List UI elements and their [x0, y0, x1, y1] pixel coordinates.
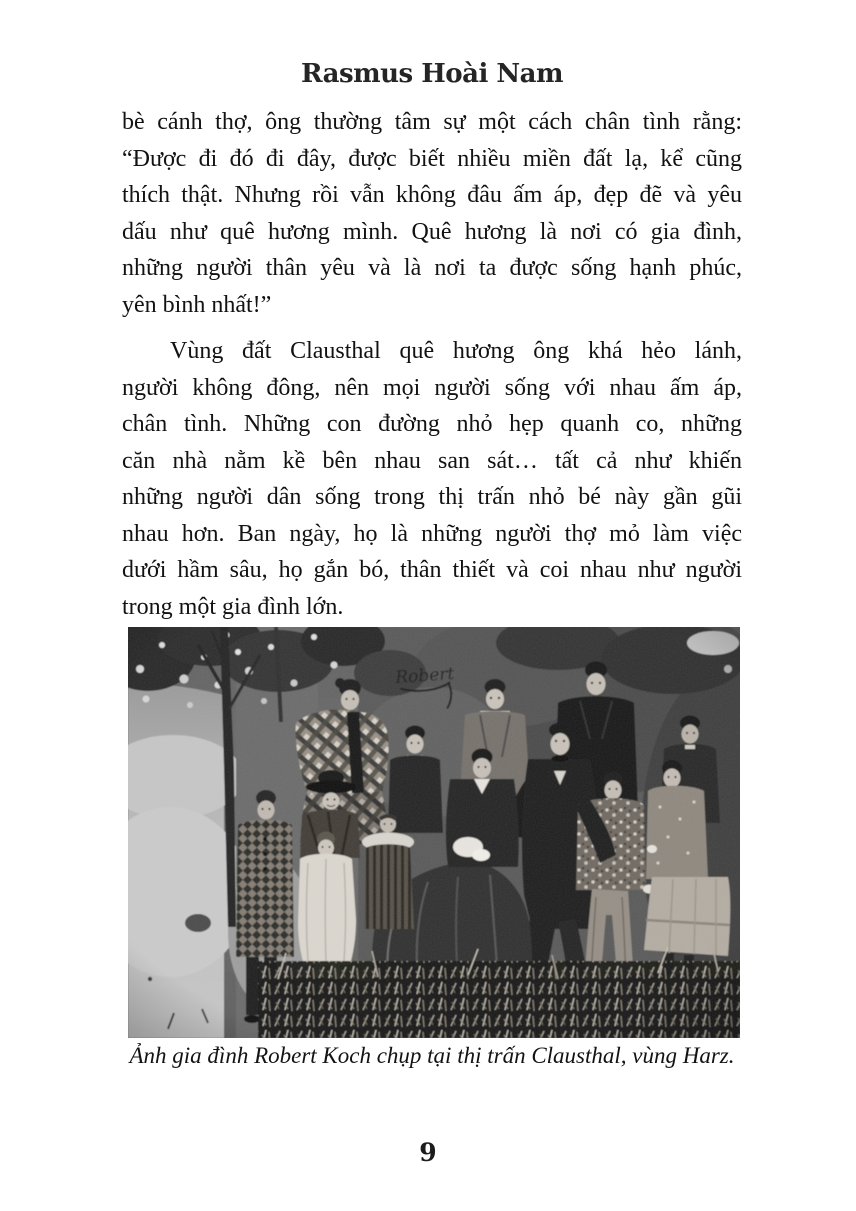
text-line: yên bình nhất!”: [122, 291, 272, 318]
family-photo-illustration: [128, 627, 740, 1038]
film-grain-overlay: [128, 627, 740, 1038]
text-line: nhau hơn. Ban ngày, họ là những người thợ mỏ làm việc: [122, 520, 742, 547]
text-line: chân tình. Những con đường nhỏ hẹp quanh co, những: [122, 411, 742, 437]
text-line: những người dân sống trong thị trấn nhỏ bé này gần gũi: [122, 484, 742, 510]
text-line: bè cánh thợ, ông thường tâm sự một cách chân tình rằng:: [122, 109, 742, 135]
text-line: thích thật. Nhưng rồi vẫn không đâu ấm áp, đẹp đẽ và yêu: [122, 182, 742, 208]
text-line: dấu như quê hương mình. Quê hương là nơi có gia đình,: [122, 218, 742, 245]
text-line: Vùng đất Clausthal quê hương ông khá hẻo lánh,: [170, 338, 742, 364]
paragraph: [122, 333, 742, 625]
text-line: dưới hầm sâu, họ gắn bó, thân thiết và coi nhau như người: [122, 557, 742, 583]
text-line: trong một gia đình lớn.: [122, 593, 344, 620]
family-photo: [128, 627, 740, 1038]
photo-caption: Ảnh gia đình Robert Koch chụp tại thị trấn Clausthal, vùng Harz.: [129, 1043, 735, 1068]
text-line: người không đông, nên mọi người sống với nhau ấm áp,: [122, 374, 742, 401]
text-line: “Được đi đó đi đây, được biết nhiều miền đất lạ, kể cũng: [122, 145, 742, 172]
page-number: 9: [419, 1138, 437, 1167]
text-line: căn nhà nằm kề bên nhau san sát… tất cả như khiến: [122, 447, 742, 474]
body-text: [122, 104, 742, 625]
page-header: Rasmus Hoài Nam: [300, 59, 564, 89]
paragraph: [122, 104, 742, 323]
text-line: những người thân yêu và là nơi ta được sống hạnh phúc,: [122, 255, 742, 281]
